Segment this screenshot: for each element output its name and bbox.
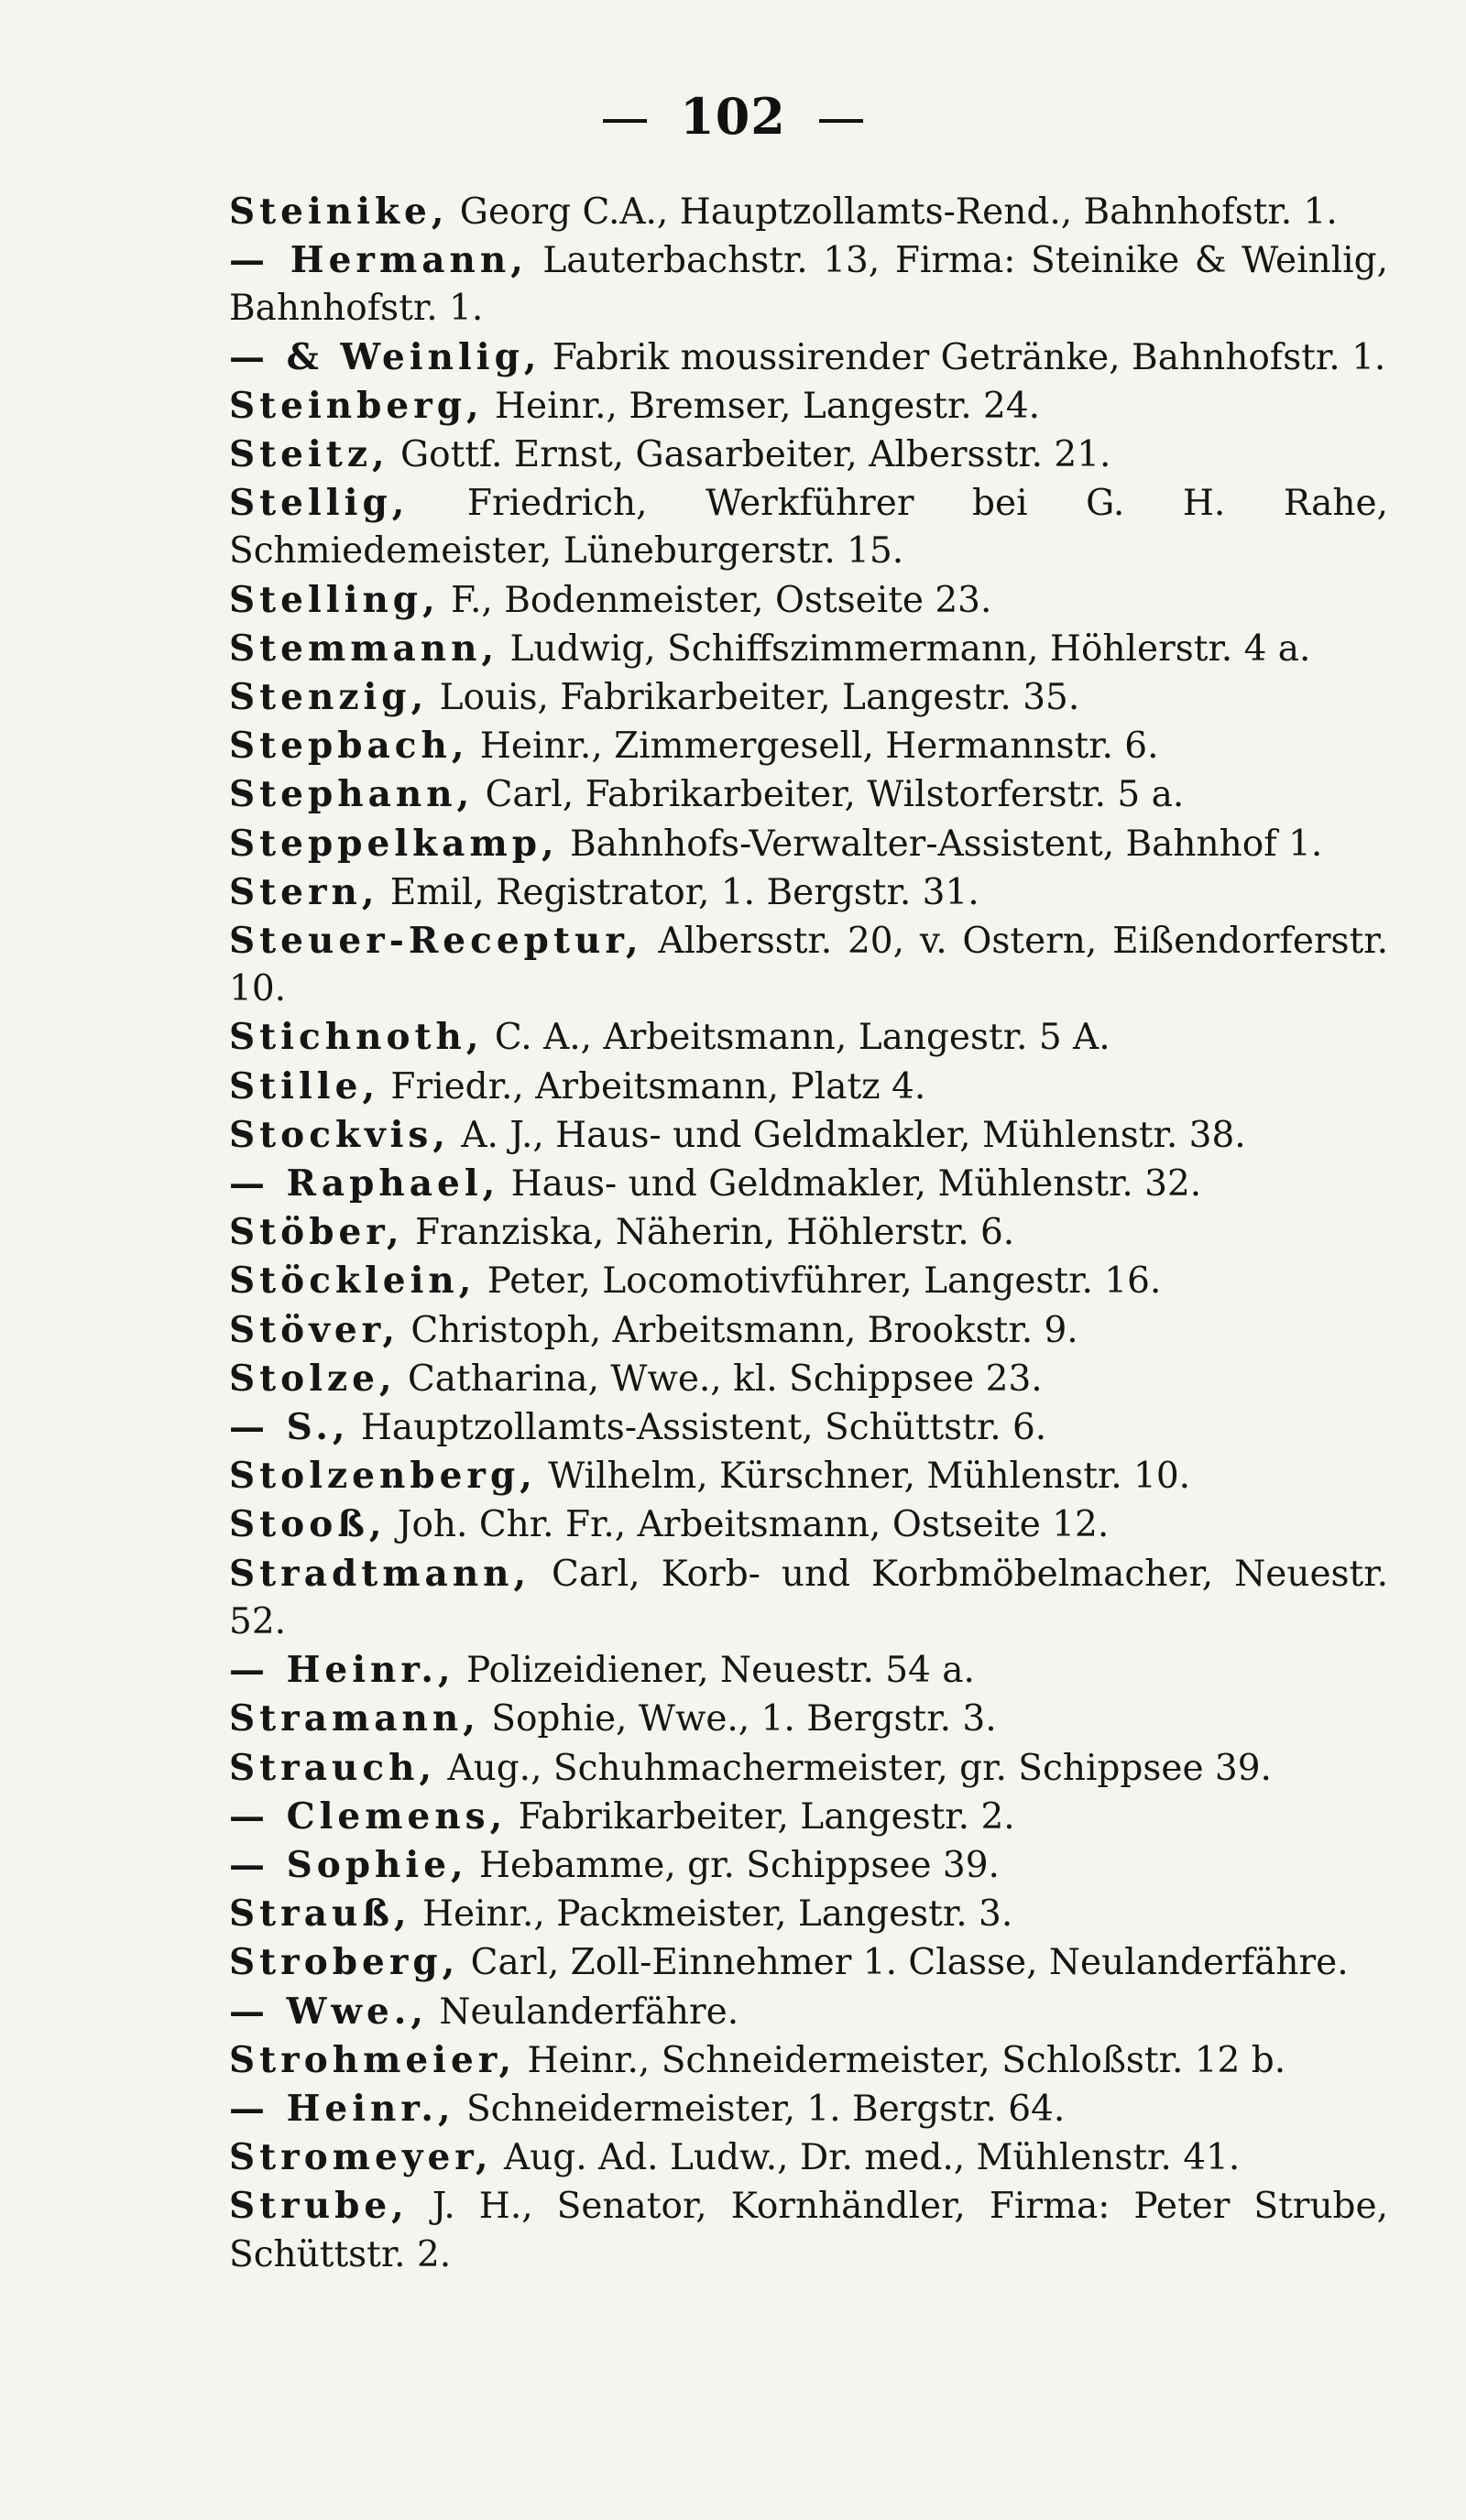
entry-details: Neulanderfähre. — [427, 1991, 739, 2033]
entry-details: Catharina, Wwe., kl. Schippsee 23. — [396, 1358, 1043, 1400]
entry-details: Carl, Fabrikarbeiter, Wilstorferstr. 5 a. — [474, 774, 1185, 816]
entry-details: Fabrikarbeiter, Langestr. 2. — [507, 1795, 1015, 1838]
entry-name: — Sophie, — [229, 1843, 468, 1886]
entry-details: Heinr., Packmeister, Langestr. 3. — [410, 1893, 1013, 1936]
directory-entry — [229, 2036, 1388, 2085]
entry-name: — & Weinlig, — [229, 335, 542, 378]
header-dash-left — [603, 119, 647, 123]
entry-details: Sophie, Wwe., 1. Bergstr. 3. — [479, 1698, 997, 1740]
directory-entry — [229, 1208, 1388, 1257]
header-dash-right — [819, 119, 863, 123]
entry-details: Wilhelm, Kürschner, Mühlenstr. 10. — [536, 1456, 1191, 1498]
entry-details: Lauterbachstr. 13, Firma: Steinike & Weinlig, Bahnhofstr. 1. — [229, 240, 1388, 330]
directory-entry — [229, 1063, 1388, 1111]
entry-details: C. A., Arbeitsmann, Langestr. 5 A. — [483, 1017, 1110, 1059]
entry-details: J. H., Senator, Kornhändler, Firma: Peter Strube, Schüttstr. 2. — [229, 2186, 1388, 2275]
entry-name: Strauch, — [229, 1746, 437, 1789]
directory-entry — [229, 722, 1388, 770]
entry-name: Steuer-Receptur, — [229, 920, 643, 963]
entry-name: — Heinr., — [229, 1649, 455, 1692]
directory-entry — [229, 1890, 1388, 1938]
entry-name: Stelling, — [229, 578, 440, 621]
directory-entry — [229, 1355, 1388, 1403]
entry-name: Stromeyer, — [229, 2136, 493, 2179]
entry-details: Louis, Fabrikarbeiter, Langestr. 35. — [428, 677, 1080, 719]
directory-entry — [229, 1403, 1388, 1452]
directory-entry — [229, 1306, 1388, 1355]
directory-entry — [229, 917, 1388, 1013]
entry-details: Bahnhofs-Verwalter-Assistent, Bahnhof 1. — [558, 823, 1323, 865]
directory-entry — [229, 479, 1388, 575]
entry-details: Friedrich, Werkführer bei G. H. Rahe, Schmiedemeister, Lüneburgerstr. 15. — [229, 483, 1388, 573]
directory-entry — [229, 1695, 1388, 1743]
directory-entry — [229, 576, 1388, 625]
entry-name: Stichnoth, — [229, 1016, 484, 1059]
page-header — [0, 87, 1466, 169]
directory-entry — [229, 382, 1388, 431]
directory-entry — [229, 333, 1388, 382]
entry-name: Stradtmann, — [229, 1552, 531, 1595]
entry-details: Gottf. Ernst, Gasarbeiter, Albersstr. 21. — [388, 434, 1111, 476]
directory-entry — [229, 625, 1388, 673]
entry-name: Strube, — [229, 2185, 409, 2228]
directory-entry — [229, 1646, 1388, 1695]
entry-name: Steppelkamp, — [229, 822, 559, 865]
directory-entries — [229, 188, 1388, 2279]
directory-entry — [229, 1744, 1388, 1793]
entry-details: Emil, Registrator, 1. Bergstr. 31. — [378, 871, 979, 913]
directory-entry — [229, 1938, 1388, 1987]
entry-details: Aug. Ad. Ludw., Dr. med., Mühlenstr. 41. — [492, 2137, 1241, 2179]
directory-entry — [229, 1257, 1388, 1305]
entry-details: Georg C.A., Hauptzollamts-Rend., Bahnhofstr. 1. — [448, 191, 1338, 233]
directory-entry — [229, 1160, 1388, 1208]
entry-details: Peter, Locomotivführer, Langestr. 16. — [476, 1260, 1162, 1303]
entry-details: Ludwig, Schiffszimmermann, Höhlerstr. 4 a. — [498, 627, 1311, 670]
directory-entry — [229, 770, 1388, 819]
entry-name: — Wwe., — [229, 1990, 428, 2033]
entry-details: Heinr., Bremser, Langestr. 24. — [483, 385, 1041, 427]
entry-details: Carl, Zoll-Einnehmer 1. Classe, Neulanderfähre. — [459, 1942, 1349, 1984]
entry-details: Aug., Schuhmachermeister, gr. Schippsee 39. — [436, 1747, 1272, 1789]
directory-entry — [229, 2182, 1388, 2278]
entry-details: A. J., Haus- und Geldmakler, Mühlenstr. 38. — [449, 1114, 1246, 1156]
entry-details: Fabrik moussirender Getränke, Bahnhofstr. 1. — [541, 336, 1386, 378]
entry-details: Carl, Korb- und Korbmöbelmacher, Neuestr. 52. — [229, 1553, 1388, 1642]
entry-name: — Hermann, — [229, 239, 528, 282]
directory-entry — [229, 431, 1388, 479]
entry-details: Hebamme, gr. Schippsee 39. — [467, 1844, 1000, 1886]
entry-name: Stolze, — [229, 1357, 397, 1400]
directory-entry — [229, 1013, 1388, 1062]
entry-name: Stellig, — [229, 482, 410, 525]
entry-details: Joh. Chr. Fr., Arbeitsmann, Ostseite 12. — [386, 1504, 1110, 1546]
entry-details: Franziska, Näherin, Höhlerstr. 6. — [403, 1212, 1015, 1254]
entry-details: Schneidermeister, 1. Bergstr. 64. — [454, 2088, 1066, 2130]
entry-name: Steitz, — [229, 433, 389, 476]
entry-name: Stöber, — [229, 1211, 404, 1254]
entry-name: Stockvis, — [229, 1113, 450, 1156]
entry-details: Friedr., Arbeitsmann, Platz 4. — [379, 1065, 926, 1107]
entry-name: Stroberg, — [229, 1941, 460, 1984]
entry-name: Steinberg, — [229, 384, 484, 427]
entry-name: Stemmann, — [229, 627, 499, 670]
entry-details: Albersstr. 20, v. Ostern, Eißendorferstr. 10. — [229, 921, 1388, 1010]
directory-entry — [229, 1111, 1388, 1160]
page-number: 102 — [680, 87, 786, 146]
entry-details: F., Bodenmeister, Ostseite 23. — [439, 579, 992, 621]
directory-entry — [229, 2133, 1388, 2182]
entry-name: — Clemens, — [229, 1795, 508, 1838]
entry-name: Strauß, — [229, 1893, 411, 1936]
directory-entry — [229, 673, 1388, 722]
directory-entry — [229, 1452, 1388, 1500]
entry-name: Stephann, — [229, 773, 475, 816]
directory-entry — [229, 236, 1388, 333]
entry-name: — S., — [229, 1406, 350, 1449]
entry-name: — Heinr., — [229, 2087, 455, 2130]
entry-name: Strohmeier, — [229, 2038, 517, 2081]
directory-entry — [229, 820, 1388, 868]
entry-name: Stooß, — [229, 1503, 387, 1546]
entry-details: Heinr., Schneidermeister, Schloßstr. 12 b. — [516, 2039, 1286, 2081]
entry-name: Stramann, — [229, 1697, 480, 1740]
entry-name: Stille, — [229, 1064, 380, 1107]
entry-name: Stenzig, — [229, 676, 429, 719]
entry-name: — Raphael, — [229, 1162, 500, 1205]
directory-entry — [229, 2085, 1388, 2133]
entry-name: Stepbach, — [229, 725, 469, 768]
entry-details: Polizeidiener, Neuestr. 54 a. — [454, 1650, 975, 1692]
entry-name: Stolzenberg, — [229, 1455, 537, 1498]
directory-entry — [229, 1841, 1388, 1890]
directory-entry — [229, 188, 1388, 236]
entry-name: Steinike, — [229, 191, 449, 233]
entry-name: Stöcklein, — [229, 1260, 476, 1303]
directory-entry — [229, 1550, 1388, 1646]
entry-details: Christoph, Arbeitsmann, Brookstr. 9. — [399, 1309, 1078, 1351]
directory-entry — [229, 1500, 1388, 1549]
directory-entry — [229, 1793, 1388, 1841]
entry-name: Stern, — [229, 870, 379, 913]
entry-details: Haus- und Geldmakler, Mühlenstr. 32. — [499, 1163, 1202, 1205]
directory-entry — [229, 868, 1388, 917]
directory-entry — [229, 1988, 1388, 2036]
entry-details: Hauptzollamts-Assistent, Schüttstr. 6. — [349, 1407, 1047, 1449]
entry-details: Heinr., Zimmergesell, Hermannstr. 6. — [468, 725, 1159, 768]
entry-name: Stöver, — [229, 1308, 399, 1351]
